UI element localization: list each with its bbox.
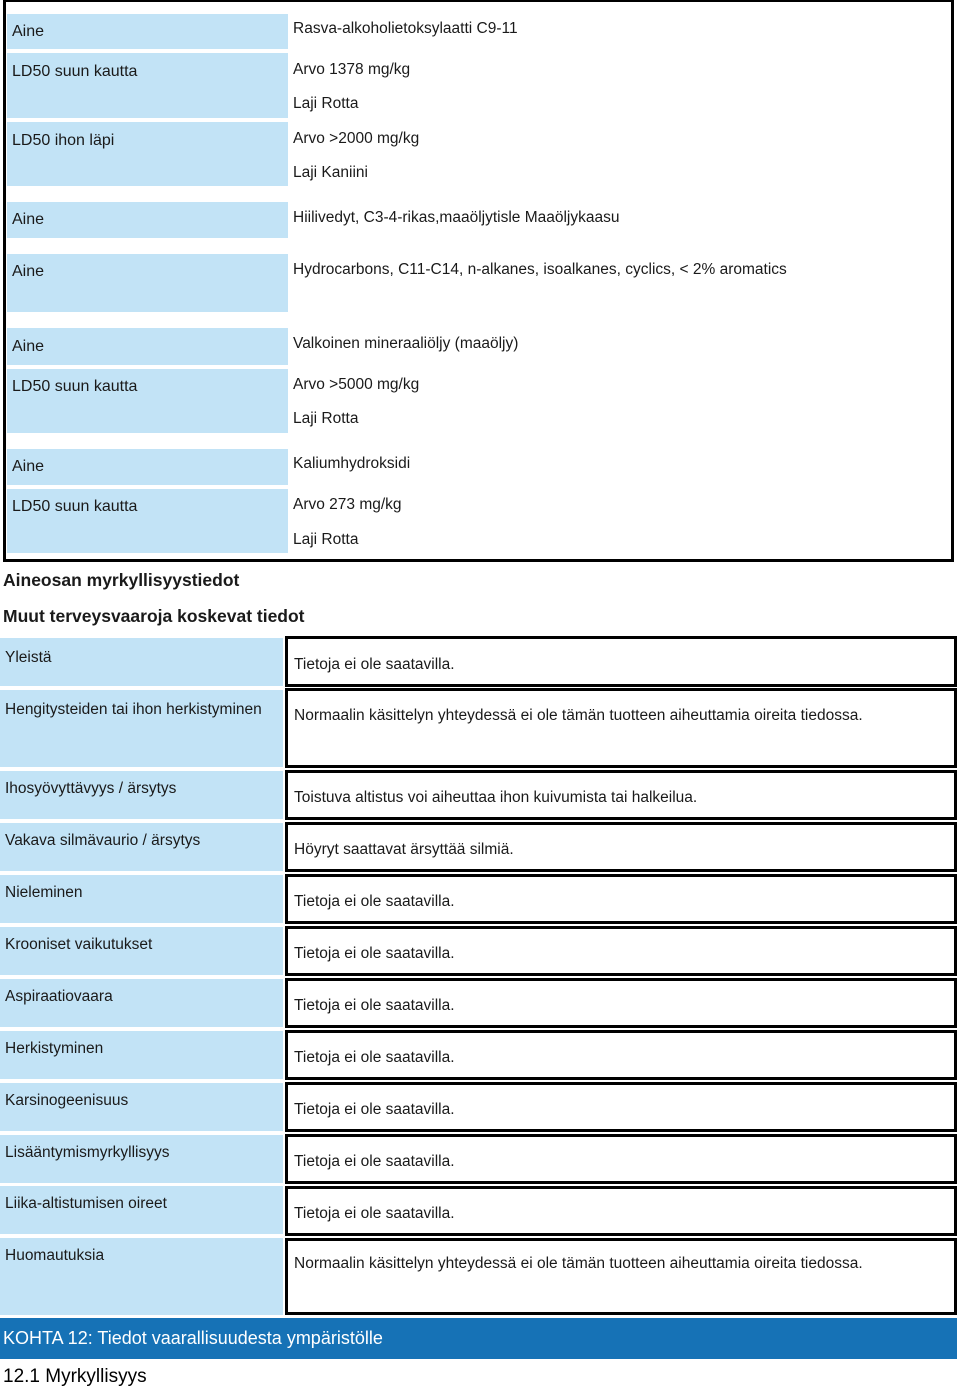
health-value-chronic: Tietoja ei ole saatavilla. [285, 926, 957, 976]
section-12-bar [0, 1318, 957, 1359]
health-label-sensitization: Herkistyminen [0, 1031, 283, 1079]
health-label-chronic: Krooniset vaikutukset [0, 927, 283, 975]
health-value-ingestion: Tietoja ei ole saatavilla. [285, 874, 957, 924]
substance-label: Aine [7, 449, 288, 485]
ld50-dermal-species: Laji Kaniini [293, 164, 368, 181]
ld50-oral-label: LD50 suun kautta [7, 53, 288, 118]
health-value-skin-corrosion: Toistuva altistus voi aiheuttaa ihon kuivumista tai halkeilua. [285, 770, 957, 820]
health-label-remarks: Huomautuksia [0, 1238, 283, 1315]
health-value-remarks: Normaalin käsittelyn yhteydessä ei ole tämän tuotteen aiheuttamia oireita tiedossa. [285, 1238, 957, 1315]
health-value-overexposure: Tietoja ei ole saatavilla. [285, 1186, 957, 1236]
ld50-oral-value: Arvo >5000 mg/kg [293, 376, 420, 393]
ld50-oral-species: Laji Rotta [293, 410, 359, 427]
ld50-oral-value: Arvo 1378 mg/kg [293, 61, 411, 78]
substance-value: Valkoinen mineraaliöljy (maaöljy) [293, 335, 519, 352]
health-label-overexposure: Liika-altistumisen oireet [0, 1186, 283, 1234]
health-label-general: Yleistä [0, 638, 283, 686]
section-12-1-heading: 12.1 Myrkyllisyys [3, 1366, 147, 1387]
ld50-dermal-label: LD50 ihon läpi [7, 122, 288, 186]
component-toxicity-heading: Aineosan myrkyllisyystiedot [3, 570, 240, 590]
substance-label: Aine [7, 202, 288, 238]
health-label-sensitization-resp: Hengitysteiden tai ihon herkistyminen [0, 690, 283, 767]
ld50-dermal-value: Arvo >2000 mg/kg [293, 130, 420, 147]
ld50-oral-species: Laji Rotta [293, 95, 359, 112]
health-value-eye-damage: Höyryt saattavat ärsyttää silmiä. [285, 822, 957, 872]
health-value-aspiration: Tietoja ei ole saatavilla. [285, 978, 957, 1028]
health-label-eye-damage: Vakava silmävaurio / ärsytys [0, 823, 283, 871]
health-label-reproductive: Lisääntymismyrkyllisyys [0, 1135, 283, 1183]
health-label-skin-corrosion: Ihosyövyttävyys / ärsytys [0, 771, 283, 819]
other-health-heading: Muut terveysvaaroja koskevat tiedot [3, 606, 305, 626]
substance-label: Aine [7, 14, 288, 49]
substance-label: Aine [7, 328, 288, 365]
health-label-carcinogenicity: Karsinogeenisuus [0, 1083, 283, 1131]
substance-value: Hiilivedyt, C3-4-rikas,maaöljytisle Maaöljykaasu [293, 209, 620, 226]
substance-label: Aine [7, 254, 288, 312]
health-value-sensitization: Tietoja ei ole saatavilla. [285, 1030, 957, 1080]
health-value-general: Tietoja ei ole saatavilla. [285, 636, 957, 687]
ld50-oral-label: LD50 suun kautta [7, 369, 288, 433]
ld50-oral-value: Arvo 273 mg/kg [293, 496, 402, 513]
health-label-aspiration: Aspiraatiovaara [0, 979, 283, 1027]
health-value-sensitization-resp: Normaalin käsittelyn yhteydessä ei ole tämän tuotteen aiheuttamia oireita tiedossa. [285, 688, 957, 768]
substance-value: Rasva-alkoholietoksylaatti C9-11 [293, 20, 518, 37]
substance-value: Kaliumhydroksidi [293, 455, 411, 472]
section-12-title: KOHTA 12: Tiedot vaarallisuudesta ympäristölle [3, 1328, 383, 1348]
health-value-reproductive: Tietoja ei ole saatavilla. [285, 1134, 957, 1184]
ld50-oral-species: Laji Rotta [293, 531, 359, 548]
ld50-oral-label: LD50 suun kautta [7, 489, 288, 553]
substance-value: Hydrocarbons, C11-C14, n-alkanes, isoalkanes, cyclics, < 2% aromatics [293, 261, 787, 278]
health-value-carcinogenicity: Tietoja ei ole saatavilla. [285, 1082, 957, 1132]
health-label-ingestion: Nieleminen [0, 875, 283, 923]
